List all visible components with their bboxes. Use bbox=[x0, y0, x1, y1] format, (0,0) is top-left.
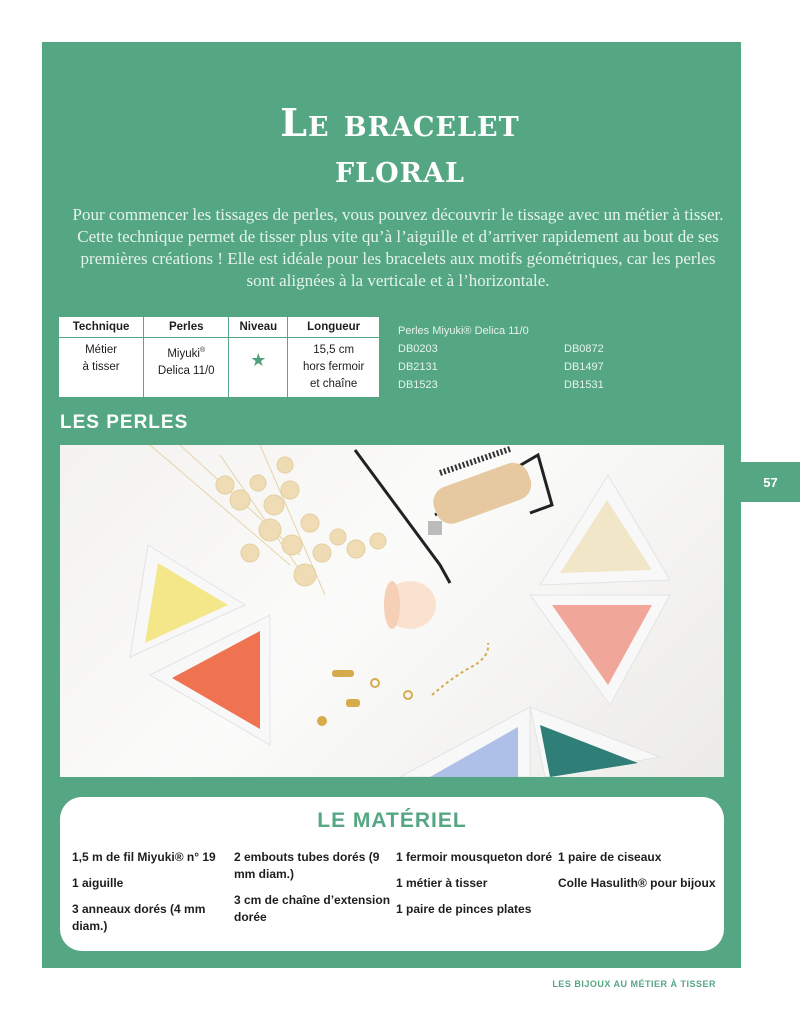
longueur-line-2: hors fermoir bbox=[302, 361, 365, 373]
section-title-perles: LES PERLES bbox=[60, 412, 189, 433]
header-technique: Technique bbox=[59, 317, 144, 338]
bead-code: DB1523 bbox=[398, 379, 438, 391]
star-icon: ★ bbox=[250, 350, 267, 370]
materiel-column bbox=[558, 849, 720, 944]
materiel-item: 2 embouts tubes dorés (9 mm diam.) bbox=[234, 850, 380, 881]
cell-niveau bbox=[229, 338, 288, 398]
title-line-2: floral bbox=[334, 146, 466, 191]
perles-line-1 bbox=[146, 342, 226, 363]
cell-technique bbox=[59, 338, 144, 398]
bead-list-title: Perles Miyuki® Delica 11/0 bbox=[398, 325, 529, 337]
page-number-tab: 57 bbox=[741, 462, 800, 502]
header-niveau: Niveau bbox=[229, 317, 288, 338]
thread-spool bbox=[384, 581, 436, 629]
intro-paragraph: Pour commencer les tissages de perles, vous pouvez découvrir le tissage avec un métier à tisser. Cette technique permet de tisser plus vite qu’à l’aiguille et d’arriver rapidement au bout de ses premières créations ! Elle est idéale pour les bracelets aux motifs géométriques, car les perles sont alignées à la verticale et à l’horizontale. bbox=[72, 205, 724, 290]
materiel-column bbox=[396, 849, 558, 944]
materiel-column bbox=[72, 849, 234, 944]
perles-brand: Miyuki bbox=[167, 347, 200, 360]
bead-list bbox=[398, 322, 728, 394]
longueur-line-1: 15,5 cm bbox=[313, 344, 355, 356]
bead-code-grid bbox=[398, 340, 728, 394]
longueur-line-3: et chaîne bbox=[309, 378, 358, 390]
technique-line-1: Métier bbox=[85, 344, 118, 356]
bead-code: DB1497 bbox=[564, 361, 604, 373]
registered-mark: ® bbox=[199, 347, 206, 354]
header-longueur: Longueur bbox=[288, 317, 380, 338]
info-table-header-row bbox=[59, 317, 380, 338]
bead-code: DB1531 bbox=[564, 379, 604, 391]
materiel-item: 1 métier à tisser bbox=[396, 876, 488, 890]
materiel-item: 3 cm de chaîne d’extension dorée bbox=[234, 893, 391, 924]
info-table bbox=[58, 316, 380, 397]
findings bbox=[317, 643, 488, 726]
materiel-column bbox=[234, 849, 396, 944]
materiel-item: 1,5 m de fil Miyuki® n° 19 bbox=[72, 850, 216, 864]
materiel-item: 1 paire de ciseaux bbox=[558, 850, 662, 864]
cell-perles bbox=[144, 338, 229, 398]
materials-illustration bbox=[60, 445, 724, 777]
materiel-item: Colle Hasulith® pour bijoux bbox=[558, 876, 716, 890]
materiel-title: LE MATÉRIEL bbox=[317, 809, 467, 832]
materials-photo bbox=[60, 445, 724, 777]
header-perles: Perles bbox=[144, 317, 229, 338]
bead-code: DB0872 bbox=[564, 343, 604, 355]
tray-cream bbox=[540, 475, 670, 585]
materiel-item: 1 paire de pinces plates bbox=[396, 902, 532, 916]
page-title bbox=[0, 100, 800, 192]
tray-teal bbox=[530, 707, 660, 777]
running-footer: LES BIJOUX AU MÉTIER À TISSER bbox=[552, 979, 716, 989]
cell-longueur bbox=[288, 338, 380, 398]
bead-code: DB0203 bbox=[398, 343, 438, 355]
info-table-row bbox=[59, 338, 380, 398]
materiel-item: 1 fermoir mousqueton doré bbox=[396, 850, 553, 864]
loom bbox=[355, 449, 552, 583]
title-line-1: Le bracelet bbox=[280, 100, 520, 145]
bead-code: DB2131 bbox=[398, 361, 438, 373]
materiel-item: 3 anneaux dorés (4 mm diam.) bbox=[72, 902, 206, 933]
perles-line-2: Delica 11/0 bbox=[157, 364, 215, 377]
technique-line-2: à tisser bbox=[82, 361, 120, 373]
materiel-item: 1 aiguille bbox=[72, 876, 124, 890]
tray-blue bbox=[400, 707, 530, 777]
materiel-columns bbox=[72, 849, 722, 944]
tray-pink bbox=[530, 595, 670, 705]
materiel-box bbox=[60, 797, 724, 951]
